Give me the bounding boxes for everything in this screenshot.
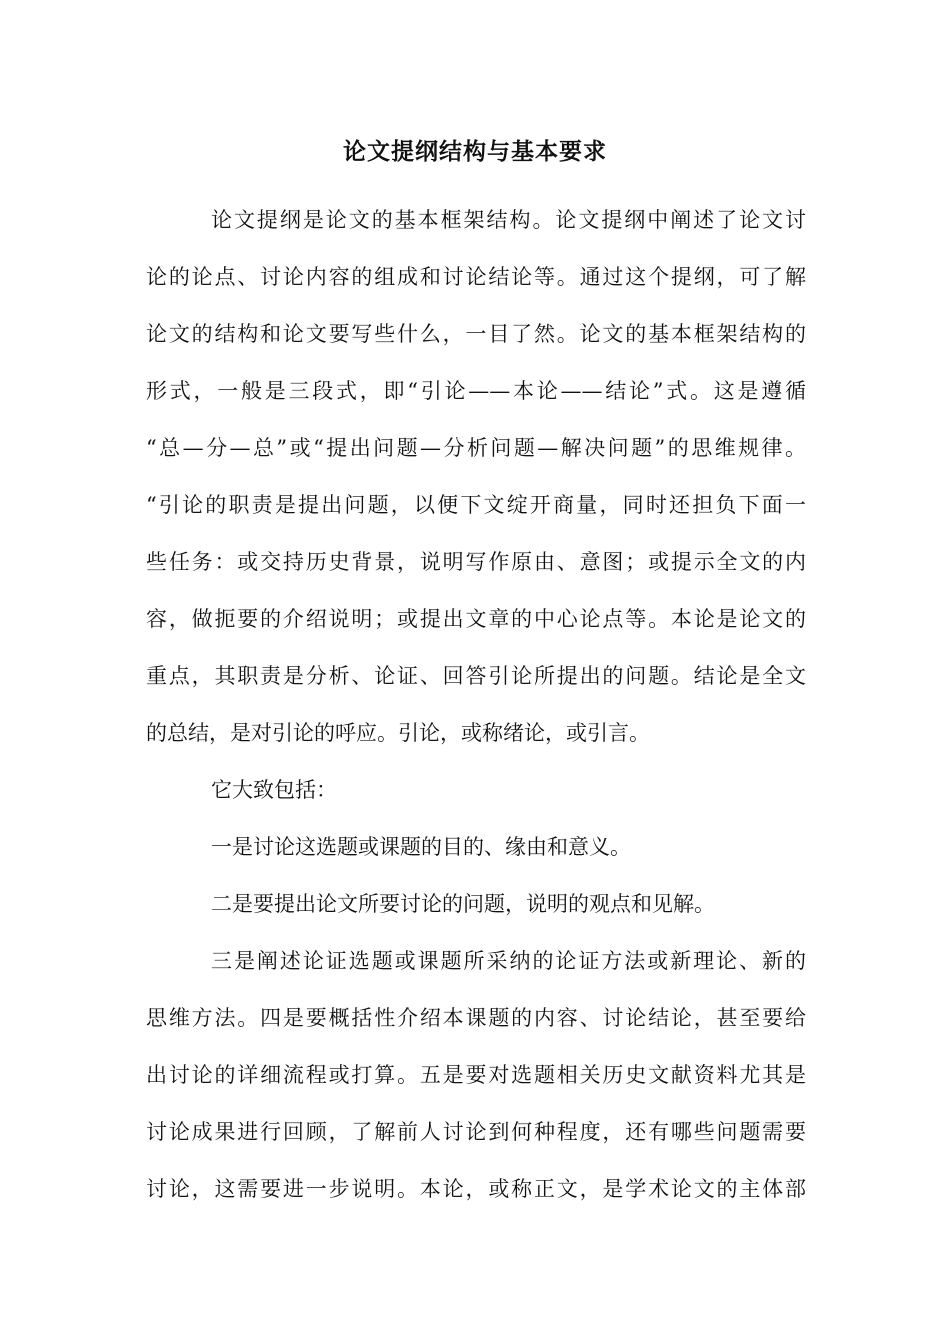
paragraph-line: 讨论，这需要进一步说明。本论，或称正文，是学术论文的主体部 <box>146 1177 806 1201</box>
paragraph-line: 论文提纲是论文的基本框架结构。论文提纲中阐述了论文讨 <box>211 208 806 232</box>
paragraph-line: 思维方法。四是要概括性介绍本课题的内容、讨论结论，甚至要给 <box>146 1006 806 1030</box>
paragraph-line: 它大致包括： <box>211 778 337 802</box>
paragraph-line: “引论的职责是提出问题，以便下文绽开商量，同时还担负下面一 <box>146 493 806 517</box>
paragraph-line: 论文的结构和论文要写些什么，一目了然。论文的基本框架结构的 <box>146 322 806 346</box>
paragraph-line: 形式，一般是三段式，即“引论——本论——结论”式。这是遵循 <box>146 379 806 403</box>
paragraph-line: 出讨论的详细流程或打算。五是要对选题相关历史文献资料尤其是 <box>146 1063 806 1087</box>
paragraph-line: 些任务：或交持历史背景，说明写作原由、意图；或提示全文的内 <box>146 550 806 574</box>
paragraph-line: 的总结，是对引论的呼应。引论，或称绪论，或引言。 <box>146 721 650 745</box>
paragraph-line: 三是阐述论证选题或课题所采纳的论证方法或新理论、新的 <box>211 949 806 973</box>
paragraph-line: 讨论成果进行回顾，了解前人讨论到何种程度，还有哪些问题需要 <box>146 1120 806 1144</box>
document-title: 论文提纲结构与基本要求 <box>343 138 607 165</box>
paragraph-line: 重点，其职责是分析、论证、回答引论所提出的问题。结论是全文 <box>146 664 806 688</box>
paragraph-line: 二是要提出论文所要讨论的问题，说明的观点和见解。 <box>211 892 715 916</box>
paragraph-line: 论的论点、讨论内容的组成和讨论结论等。通过这个提纲，可了解 <box>146 265 806 289</box>
paragraph-line: “总—分—总”或“提出问题—分析问题—解决问题”的思维规律。 <box>146 436 806 460</box>
paragraph-line: 容，做扼要的介绍说明；或提出文章的中心论点等。本论是论文的 <box>146 607 806 631</box>
paragraph-line: 一是讨论这选题或课题的目的、缘由和意义。 <box>211 835 631 859</box>
